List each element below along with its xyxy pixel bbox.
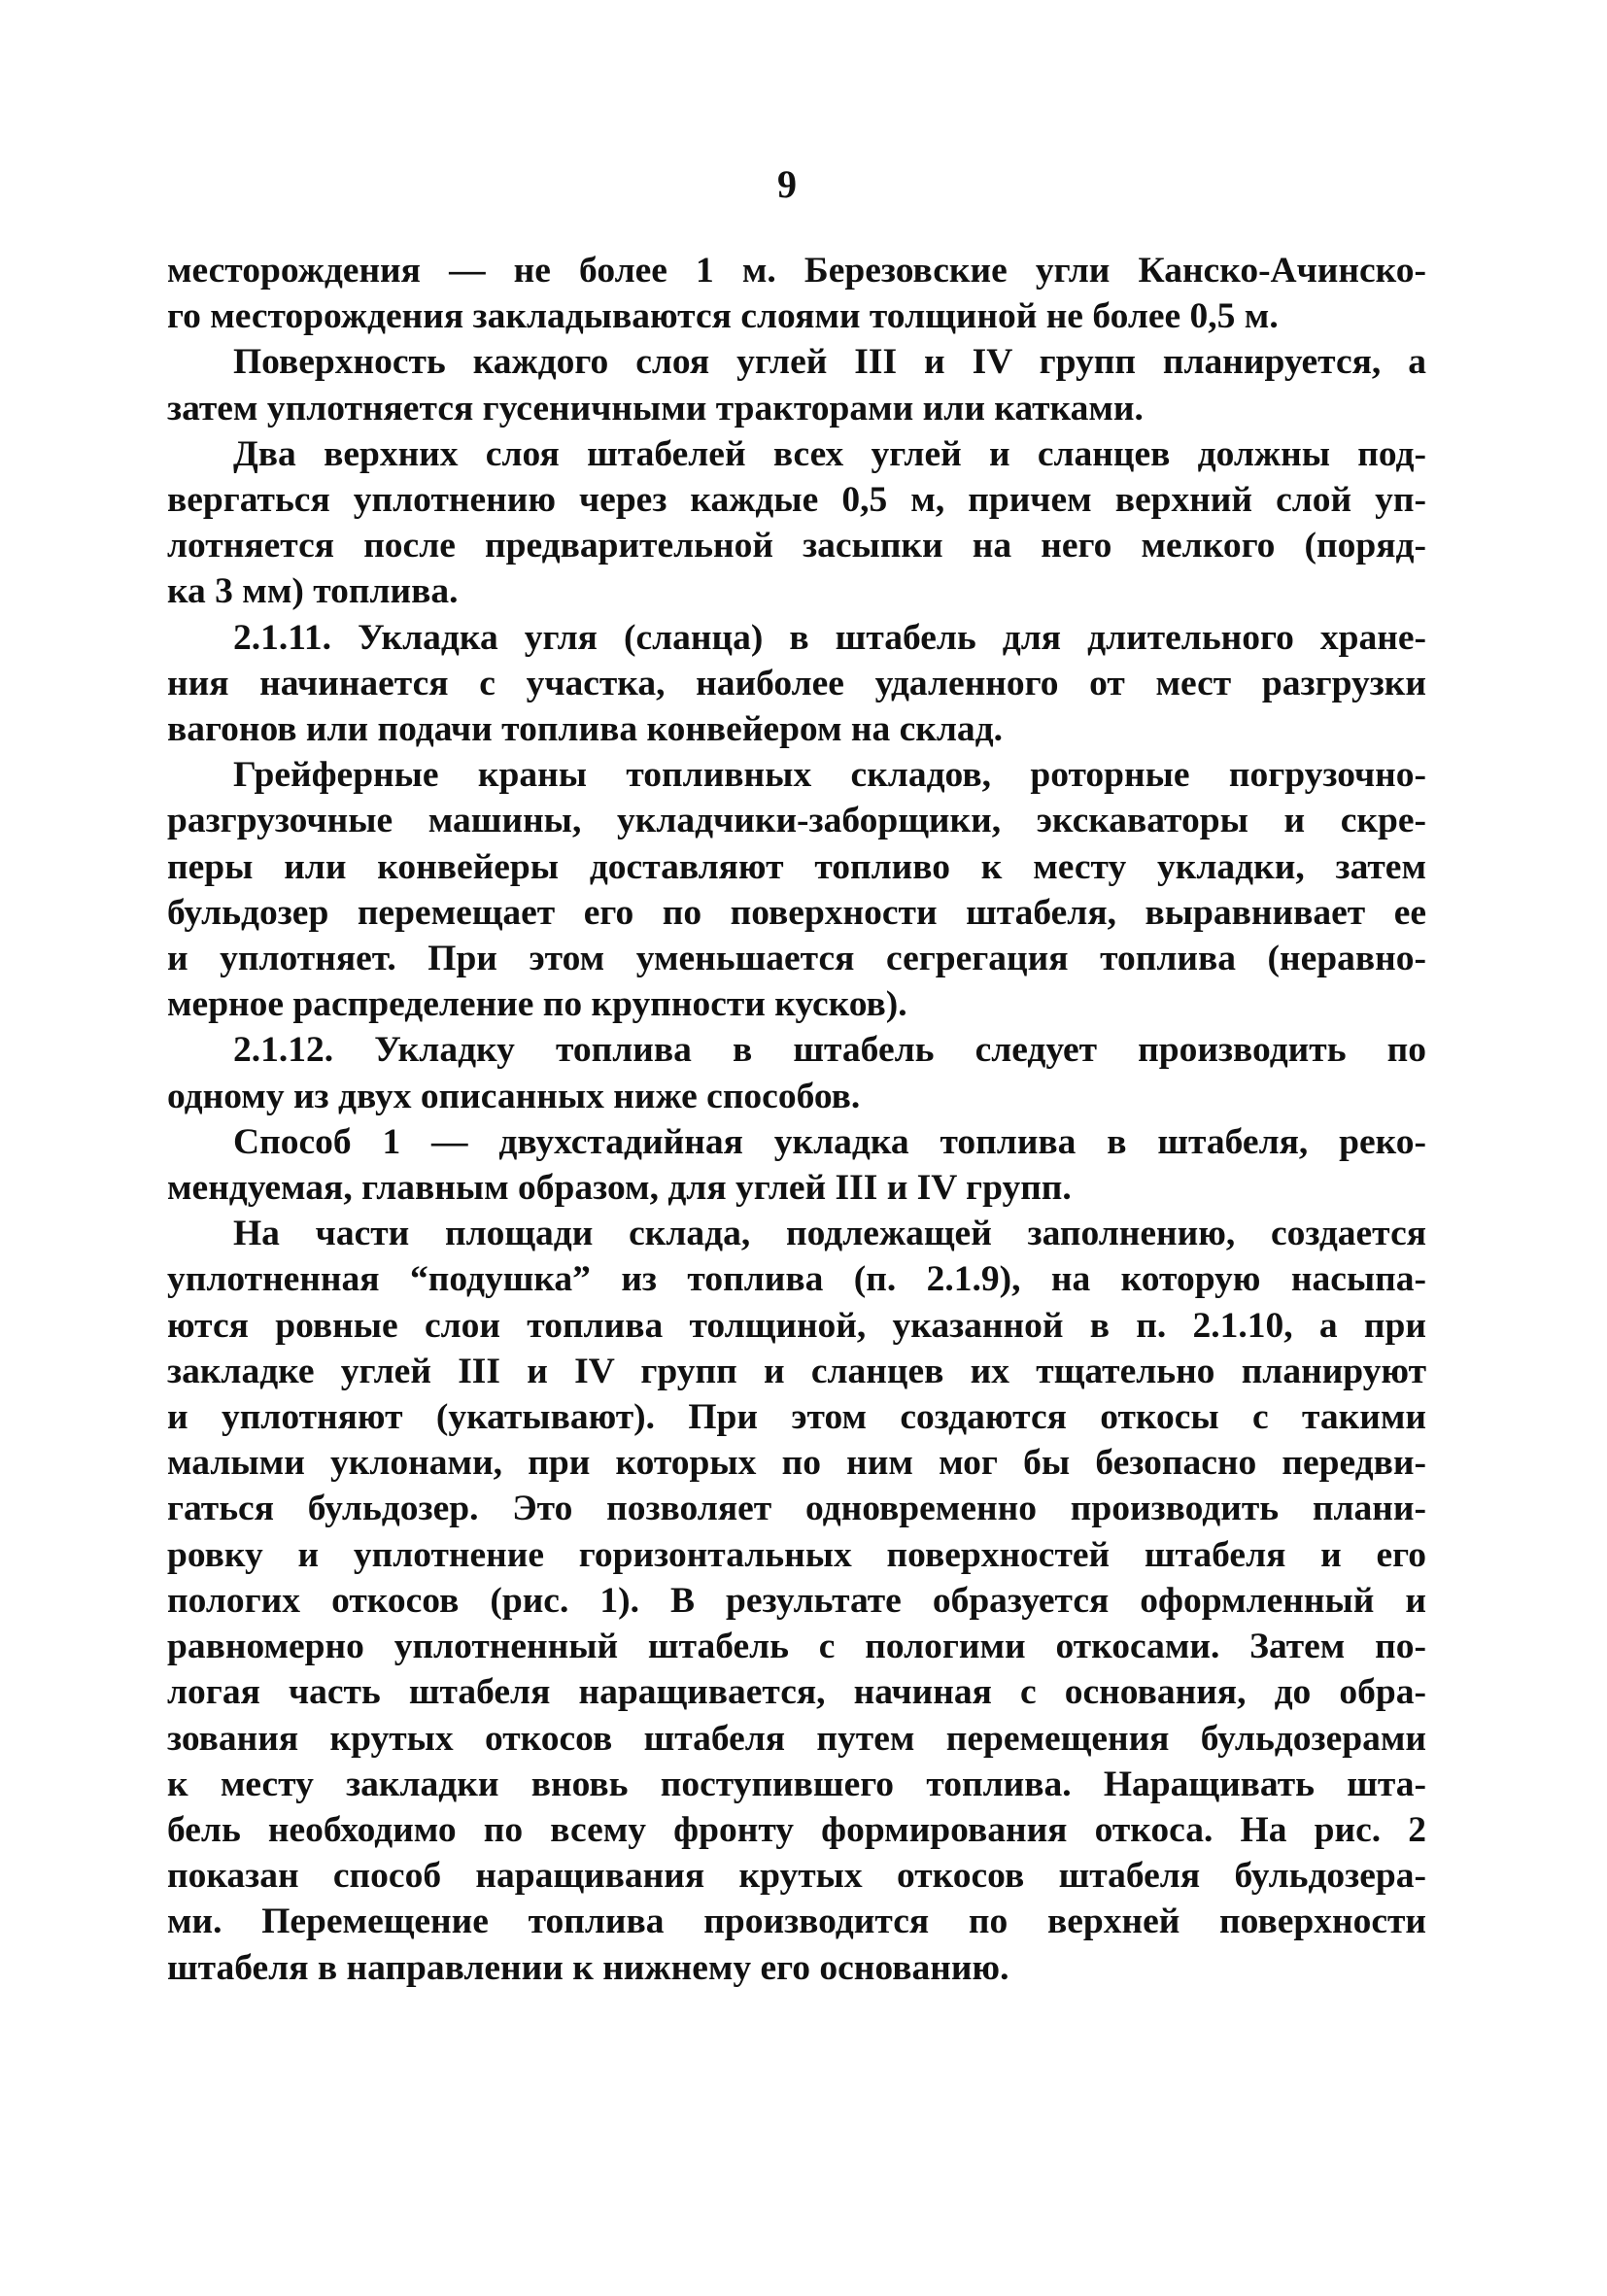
text-line: вергаться уплотнению через каждые 0,5 м, причем верхний слой уп- — [167, 480, 1426, 521]
text-line: мендуемая, главным образом, для углей III и IV групп. — [167, 1168, 1072, 1209]
text-line: Способ 1 — двухстадийная укладка топлива в штабеля, реко- — [233, 1121, 1426, 1162]
text-line: Грейферные краны топливных складов, роторные погрузочно- — [233, 755, 1426, 796]
paragraph — [167, 615, 1426, 753]
paragraph — [167, 339, 1426, 430]
text-line: штабеля в направлении к нижнему его основанию. — [167, 1947, 1009, 1988]
text-line: вагонов или подачи топлива конвейером на склад. — [167, 709, 1003, 750]
text-line: ми. Перемещение топлива производится по верхней поверхности — [167, 1902, 1426, 1942]
text-line: пологих откосов (рис. 1). В результате образуется оформленный и — [167, 1580, 1426, 1621]
paragraph — [167, 248, 1426, 339]
text-line: малыми уклонами, при которых по ним мог бы безопасно передви- — [167, 1443, 1426, 1484]
text-line: 2.1.12. Укладку топлива в штабель следует производить по — [233, 1030, 1426, 1071]
text-line: ка 3 мм) топлива. — [167, 571, 459, 612]
text-line: лотняется после предварительной засыпки на него мелкого (поряд- — [167, 526, 1426, 566]
page-number: 9 — [777, 162, 797, 206]
text-line: уплотненная “подушка” из топлива (п. 2.1.9), на которую насыпа- — [167, 1259, 1426, 1300]
text-line: показан способ наращивания крутых откосов штабеля бульдозера- — [167, 1856, 1426, 1897]
text-line: к месту закладки вновь поступившего топлива. Наращивать шта- — [167, 1764, 1426, 1804]
text-line: ния начинается с участка, наиболее удаленного от мест разгрузки — [167, 663, 1426, 703]
text-line: равномерно уплотненный штабель с пологими откосами. Затем по- — [167, 1627, 1426, 1667]
paragraph — [167, 1211, 1426, 1990]
text-line: бель необходимо по всему фронту формирования откоса. На рис. 2 — [167, 1809, 1426, 1850]
text-line: го месторождения закладываются слоями толщиной не более 0,5 м. — [167, 296, 1279, 337]
text-line: логая часть штабеля наращивается, начиная с основания, до обра- — [167, 1672, 1426, 1713]
text-line: мерное распределение по крупности кусков). — [167, 984, 907, 1025]
text-line: разгрузочные машины, укладчики-заборщики, экскаваторы и скре- — [167, 801, 1426, 841]
paragraph — [167, 1027, 1426, 1118]
text-line: Два верхних слоя штабелей всех углей и сланцев должны под- — [233, 433, 1426, 474]
text-line: зования крутых откосов штабеля путем перемещения бульдозерами — [167, 1718, 1426, 1759]
text-line: На части площади склада, подлежащей заполнению, создается — [233, 1214, 1426, 1254]
text-line: 2.1.11. Укладка угля (сланца) в штабель для длительного хране- — [233, 617, 1426, 658]
text-line: Поверхность каждого слоя углей III и IV групп планируется, а — [233, 342, 1426, 383]
text-line: месторождения — не более 1 м. Березовские угли Канско-Ачинско- — [167, 251, 1426, 291]
text-line: и уплотняет. При этом уменьшается сегрегация топлива (неравно- — [167, 939, 1426, 979]
text-line: одному из двух описанных ниже способов. — [167, 1076, 861, 1116]
body-text — [167, 248, 1426, 1991]
text-line: ются ровные слои топлива толщиной, указанной в п. 2.1.10, а при — [167, 1305, 1426, 1346]
text-line: ровку и уплотнение горизонтальных поверхностей штабеля и его — [167, 1534, 1426, 1575]
text-line: перы или конвейеры доставляют топливо к месту укладки, затем — [167, 846, 1426, 887]
paragraph — [167, 431, 1426, 615]
text-line: бульдозер перемещает его по поверхности штабеля, выравнивает ее — [167, 892, 1426, 933]
paragraph — [167, 752, 1426, 1027]
text-line: и уплотняют (укатывают). При этом создаются откосы с такими — [167, 1397, 1426, 1438]
paragraph — [167, 1119, 1426, 1211]
text-line: затем уплотняется гусеничными тракторами или катками. — [167, 388, 1144, 428]
text-line: закладке углей III и IV групп и сланцев их тщательно планируют — [167, 1351, 1426, 1391]
text-line: гаться бульдозер. Это позволяет одновременно производить плани- — [167, 1489, 1426, 1529]
